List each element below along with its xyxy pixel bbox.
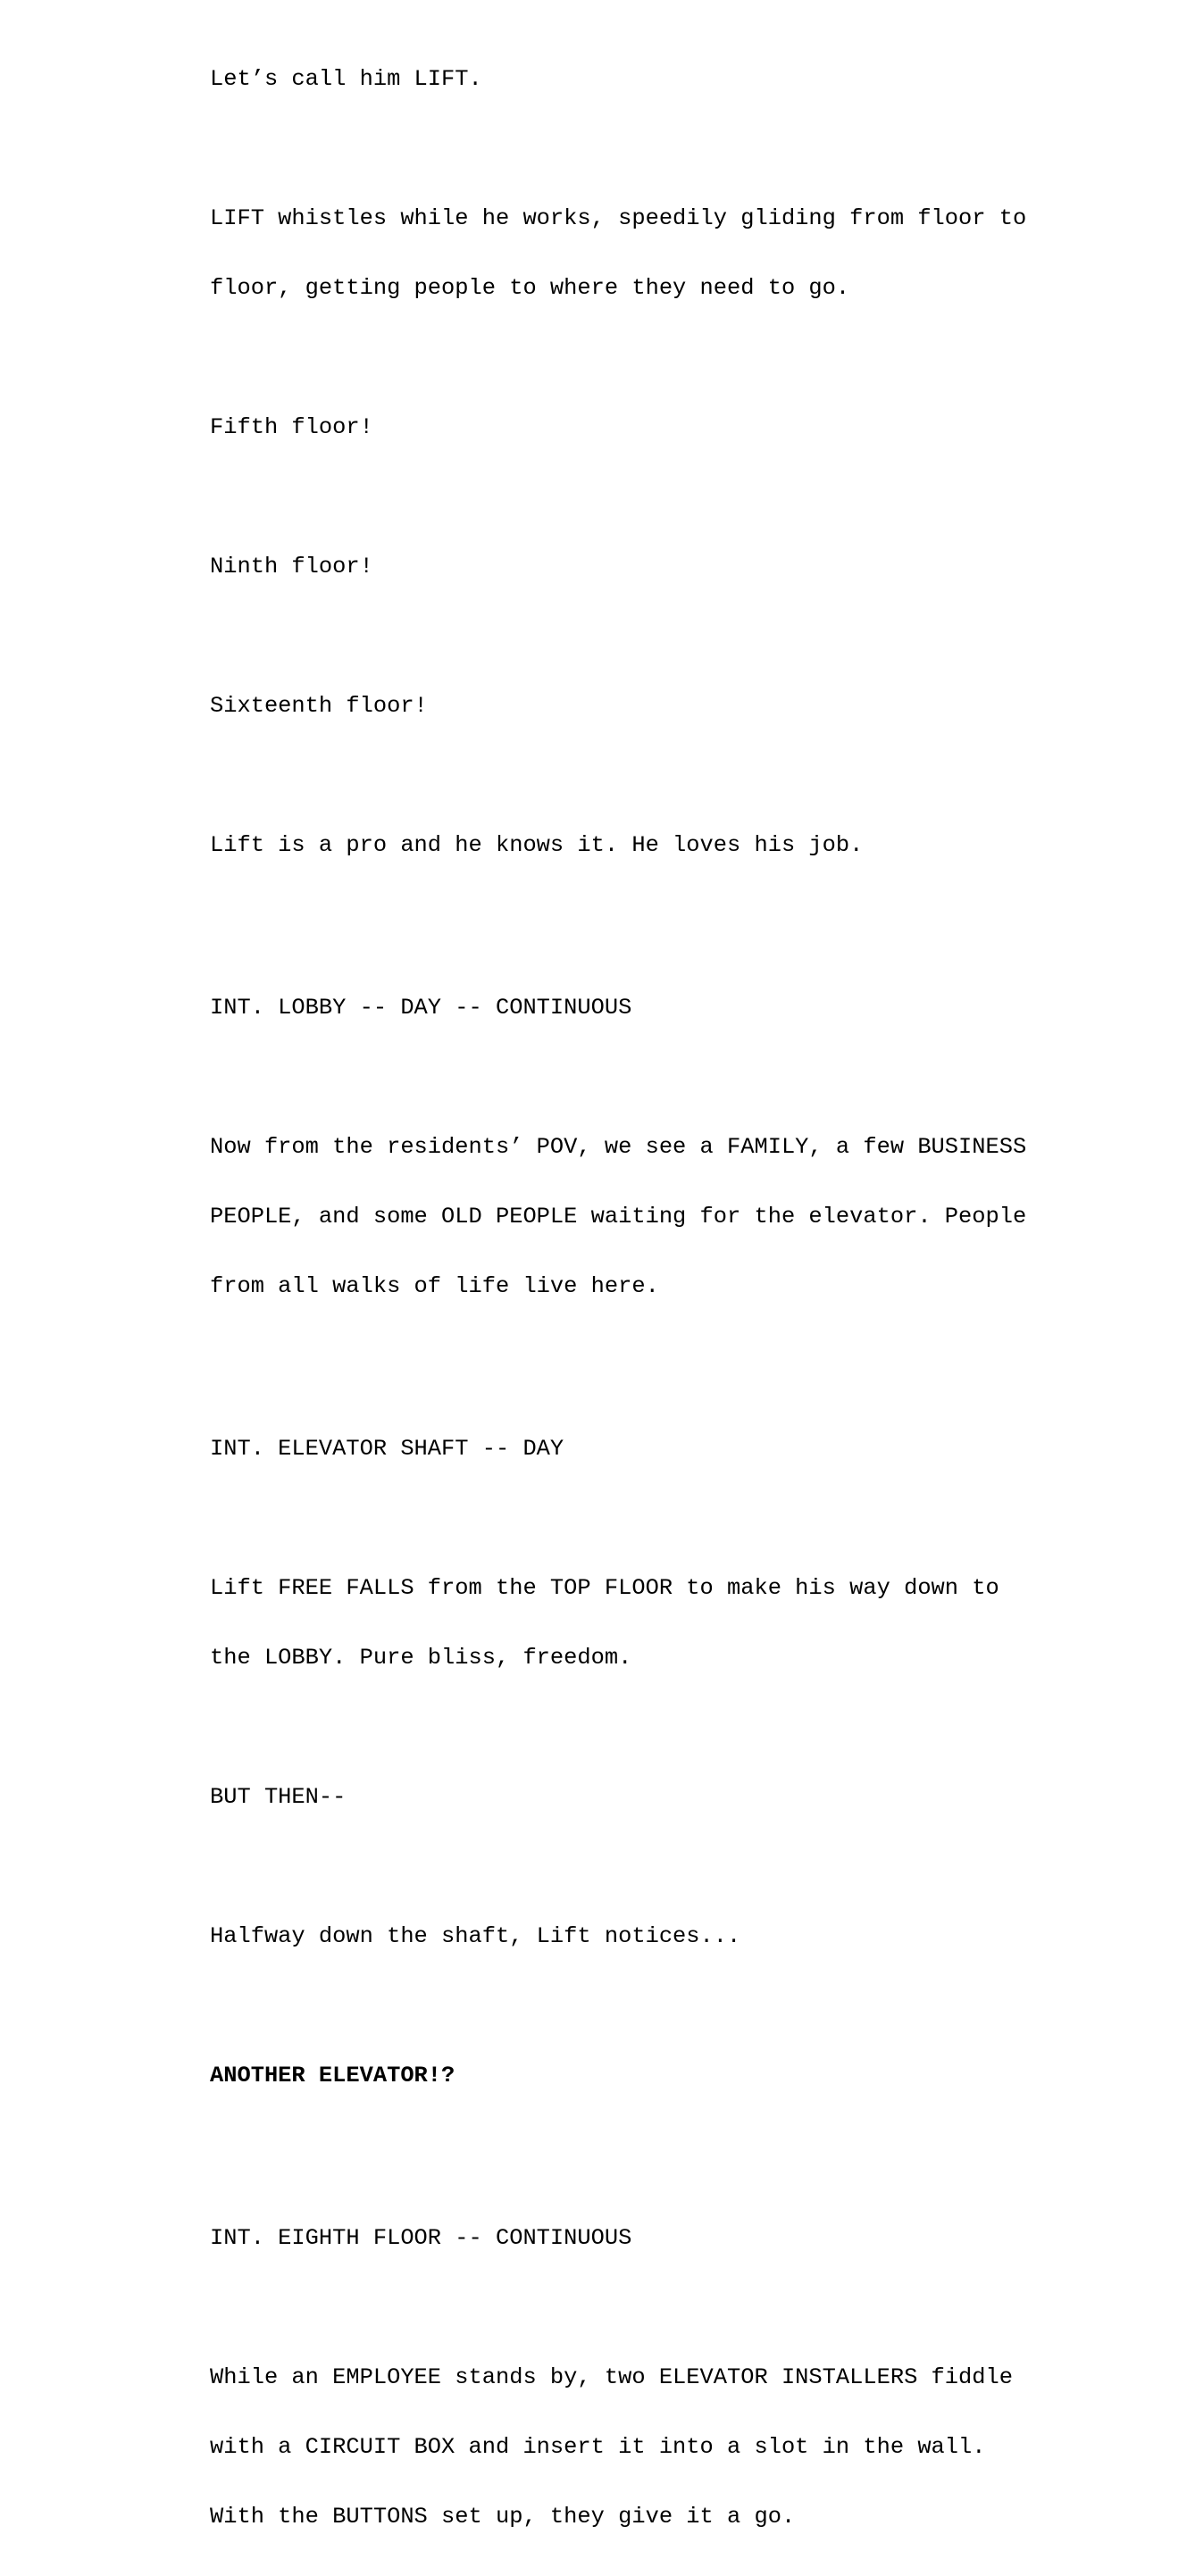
action-line: Ninth floor! xyxy=(210,554,373,579)
action-paragraph xyxy=(210,161,1103,346)
scene-heading-text: INT. LOBBY -- DAY -- CONTINUOUS xyxy=(210,995,632,1021)
action-paragraph xyxy=(210,1879,1103,1995)
scene-heading xyxy=(210,2180,1103,2297)
action-line: Sixteenth floor! xyxy=(210,693,428,719)
action-line: LIFT whistles while he works, speedily gliding from floor to xyxy=(210,205,1027,231)
action-line: floor, getting people to where they need to go. xyxy=(210,275,850,301)
action-paragraph xyxy=(210,788,1103,904)
action-paragraph xyxy=(210,370,1103,486)
action-line: Fifth floor! xyxy=(210,414,373,440)
action-line: Now from the residents’ POV, we see a FAMILY, a few BUSINESS xyxy=(210,1134,1027,1160)
action-line: BUT THEN-- xyxy=(210,1784,347,1810)
action-paragraph xyxy=(210,1739,1103,1855)
scene-heading xyxy=(210,950,1103,1066)
action-paragraph xyxy=(210,1530,1103,1716)
action-paragraph xyxy=(210,648,1103,764)
scene-heading xyxy=(210,1391,1103,1507)
scene-heading-text: INT. ELEVATOR SHAFT -- DAY xyxy=(210,1436,564,1462)
action-line: from all walks of life live here. xyxy=(210,1273,659,1299)
action-line: the LOBBY. Pure bliss, freedom. xyxy=(210,1645,632,1671)
action-line: Halfway down the shaft, Lift notices... xyxy=(210,1923,741,1949)
action-paragraph xyxy=(210,509,1103,625)
action-paragraph xyxy=(210,1089,1103,1345)
action-line: With the BUTTONS set up, they give it a go. xyxy=(210,2504,796,2530)
action-line: ANOTHER ELEVATOR!? xyxy=(210,2063,455,2088)
action-line: with a CIRCUIT BOX and insert it into a slot in the wall. xyxy=(210,2434,986,2460)
scene-heading-text: INT. EIGHTH FLOOR -- CONTINUOUS xyxy=(210,2225,632,2251)
action-line: PEOPLE, and some OLD PEOPLE waiting for the elevator. People xyxy=(210,1204,1027,1230)
action-paragraph xyxy=(210,2320,1103,2575)
action-paragraph xyxy=(210,21,1103,138)
action-line: Lift is a pro and he knows it. He loves his job. xyxy=(210,832,864,858)
emphasized-action xyxy=(210,2018,1103,2134)
screenplay-text xyxy=(210,21,1103,2575)
action-line: While an EMPLOYEE stands by, two ELEVATOR INSTALLERS fiddle xyxy=(210,2364,1013,2390)
action-line: Lift FREE FALLS from the TOP FLOOR to make his way down to xyxy=(210,1575,999,1601)
action-line: Let’s call him LIFT. xyxy=(210,66,482,92)
